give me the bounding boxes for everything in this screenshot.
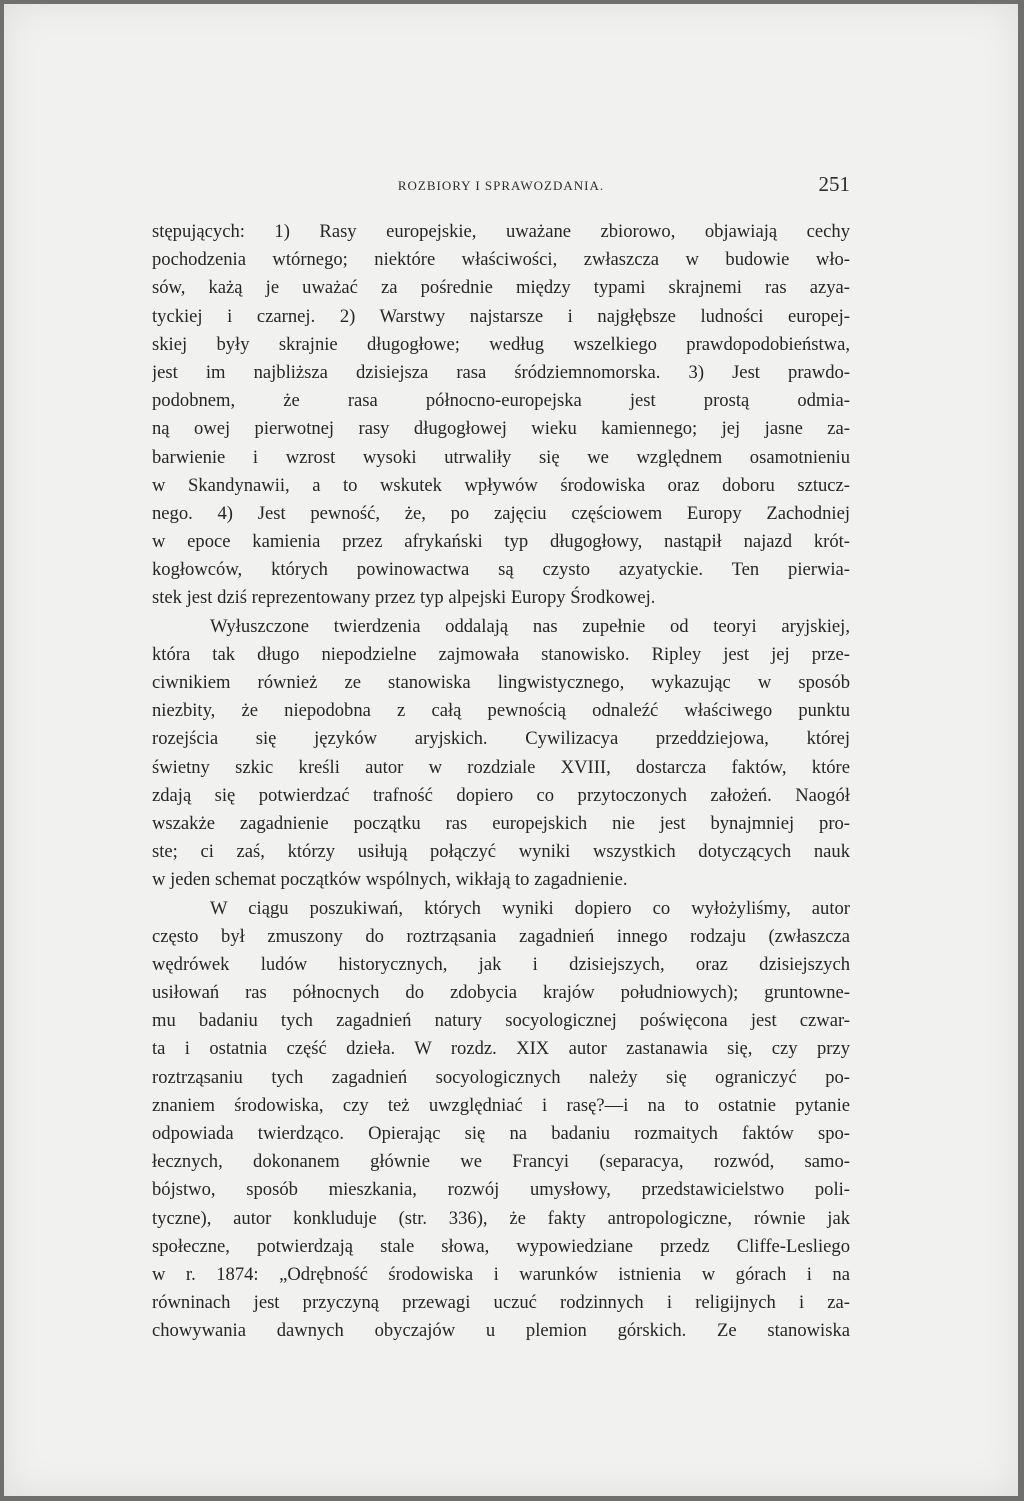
text-line: znaniem środowiska, czy też uwzględniać i rasę?—i na to ostatnie pytanie [152,1094,850,1116]
book-page [4,4,1018,1496]
text-line: ste; ci zaś, którzy usiłują połączyć wyniki wszystkich dotyczących nauk [152,841,850,863]
text-line: odpowiada twierdząco. Opierając się na badaniu rozmaitych faktów spo- [152,1123,850,1144]
text-line: niezbity, że niepodobna z całą pewnością odnaleźć właściwego punktu [152,700,850,722]
text-line: wędrówek ludów historycznych, jak i dzisiejszych, oraz dzisiejszych [152,953,850,975]
text-line: społeczne, potwierdzają stale słowa, wypowiedziane przedz Cliffe-Lesliego [152,1235,850,1257]
text-line: tyczne), autor konkluduje (str. 336), że fakty antropologiczne, równie jak [152,1207,850,1229]
text-line: w Skandynawii, a to wskutek wpływów środowiska oraz doboru sztucz- [152,474,850,496]
text-line: wszakże zagadnienie początku ras europejskich nie jest bynajmniej pro- [152,812,850,834]
text-line: barwienie i wzrost wysoki utrwaliły się we względnem osamotnieniu [152,446,850,468]
text-line: równinach jest przyczyną przewagi uczuć rodzinnych i religijnych i za- [152,1292,850,1314]
text-line: świetny szkic kreśli autor w rozdziale XVIII, dostarcza faktów, które [152,756,850,778]
running-head: ROZBIORY I SPRAWOZDANIA. [397,178,605,193]
text-line: ną owej pierwotnej rasy długogłowej wieku kamiennego; jej jasne za- [152,418,850,440]
paragraph-3 [152,895,850,1346]
text-line: bójstwo, sposób mieszkania, rozwój umysłowy, przedstawicielstwo poli- [152,1179,850,1201]
text-line: która tak długo niepodzielne zajmowała stanowisko. Ripley jest jej prze- [152,643,850,665]
text-line: w r. 1874: „Odrębność środowiska i warunków istnienia w górach i na [152,1263,850,1285]
text-line: rozejścia się języków aryjskich. Cywilizacya przeddziejowa, której [152,728,850,750]
text-line: usiłowań ras północnych do zdobycia krajów południowych); gruntowne- [152,982,850,1004]
text-line: chowywania dawnych obyczajów u plemion górskich. Ze stanowiska [152,1320,850,1342]
paragraph-2 [152,613,850,895]
text-line: stek jest dziś reprezentowany przez typ alpejski Europy Środkowej. [152,587,656,609]
paragraph-1 [152,218,850,613]
text-line: jest im najbliższa dzisiejsza rasa śródziemnomorska. 3) Jest prawdo- [152,361,850,383]
text-line: łecznych, dokonanem głównie we Francyi (separacya, rozwód, samo- [152,1151,850,1173]
text-line: pochodzenia wtórnego; niektóre właściwości, zwłaszcza w budowie wło- [152,249,850,271]
text-line: nego. 4) Jest pewność, że, po zajęciu częściowem Europy Zachodniej [152,502,850,524]
text-line: sów, każą je uważać za pośrednie między typami skrajnemi ras azya- [152,277,850,299]
text-line: ta i ostatnia część dzieła. W rozdz. XIX autor zastanawia się, czy przy [152,1038,850,1060]
text-line: roztrząsaniu tych zagadnień socyologicznych należy się ograniczyć po- [152,1066,850,1088]
page-number: 251 [818,172,850,196]
text-line: zdają się potwierdzać trafność dopiero co przytoczonych założeń. Naogół [152,784,850,806]
text-line: kogłowców, których powinowactwa są czysto azyatyckie. Ten pierwia- [152,559,850,581]
text-line: tyckiej i czarnej. 2) Warstwy najstarsze i najgłębsze ludności europej- [152,305,850,327]
page-header [152,172,850,200]
text-line: w epoce kamienia przez afrykański typ długogłowy, nastąpił najazd krót- [152,531,850,553]
text-line: Wyłuszczone twierdzenia oddalają nas zupełnie od teoryi aryjskiej, [210,615,850,637]
text-line: W ciągu poszukiwań, których wyniki dopiero co wyłożyliśmy, autor [210,897,850,919]
text-line: często był zmuszony do roztrząsania zagadnień innego rodzaju (zwłaszcza [152,925,850,947]
text-line: ciwnikiem również ze stanowiska lingwistycznego, wykazując w sposób [152,672,850,693]
text-line: podobnem, że rasa północno-europejska jest prostą odmia- [152,390,850,412]
text-line: skiej były skrajnie długogłowe; według wszelkiego prawdopodobieństwa, [152,333,850,355]
body-text [152,218,850,1346]
text-line: stępujących: 1) Rasy europejskie, uważane zbiorowo, objawiają cechy [152,221,850,242]
text-line: w jeden schemat początków wspólnych, wikłają to zagadnienie. [152,869,628,891]
text-line: mu badaniu tych zagadnień natury socyologicznej poświęcona jest czwar- [152,1010,850,1032]
